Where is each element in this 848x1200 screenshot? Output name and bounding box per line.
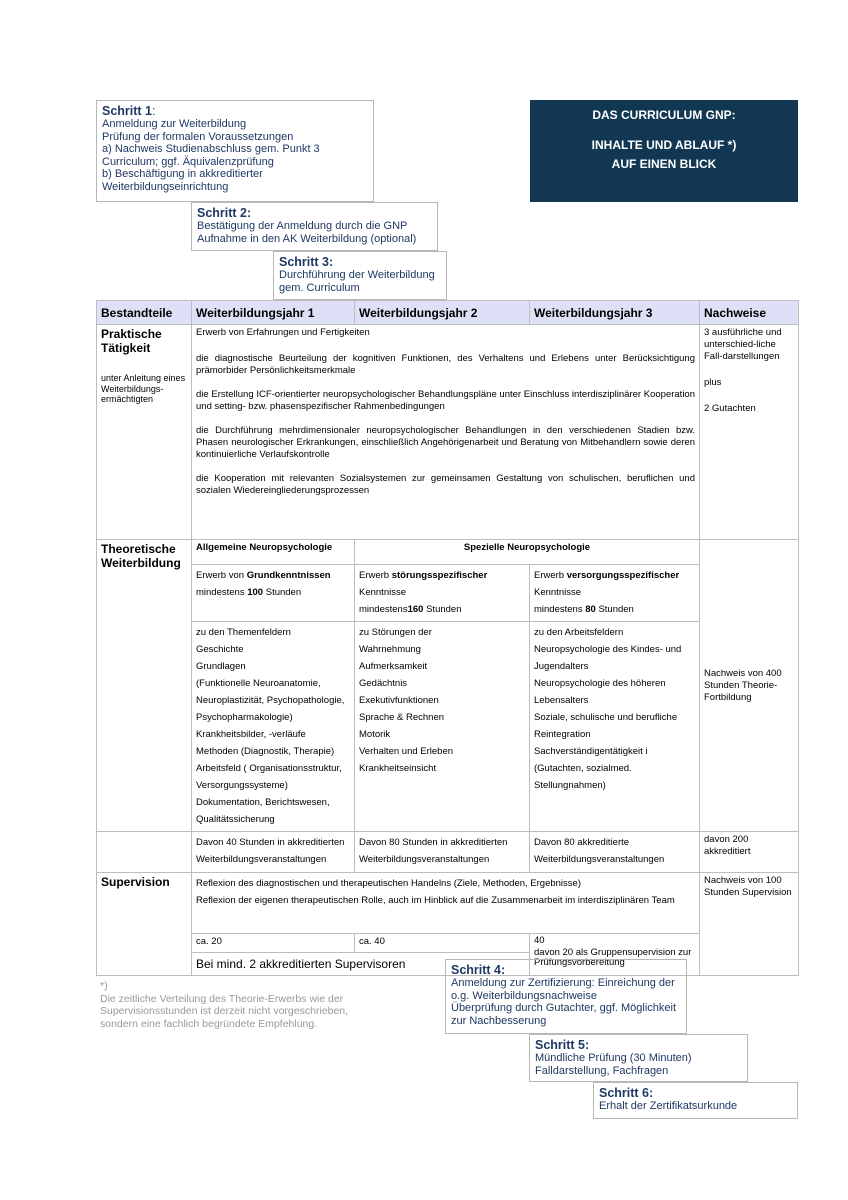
footnote-mark: *) xyxy=(100,980,108,992)
topic-item: Psychopharmakologie) xyxy=(196,712,293,723)
topic-item: Exekutivfunktionen xyxy=(359,695,439,706)
step-5-line: Falldarstellung, Fachfragen xyxy=(535,1064,669,1077)
step-1-line: Weiterbildungseinrichtung xyxy=(102,180,229,193)
mindestens-text: mindestens xyxy=(196,587,248,598)
step-2-line: Aufnahme in den AK Weiterbildung (optional) xyxy=(197,232,417,245)
supervision-40: 40 xyxy=(534,935,545,946)
topic-item: Gedächtnis xyxy=(359,678,408,689)
topic-item: Grundlagen xyxy=(196,661,246,672)
topic-item: Neuropsychologie des höheren xyxy=(534,678,666,689)
header-line-3: AUF EINEN BLICK xyxy=(611,157,717,171)
step-5-box xyxy=(529,1034,748,1082)
step-2-box xyxy=(191,202,438,251)
praktisch-para: Erwerb von Erfahrungen und Fertigkeiten xyxy=(196,327,370,338)
mindestens-160 xyxy=(359,601,525,618)
topic-item: Aufmerksamkeit xyxy=(359,661,428,672)
step-4-title: Schritt 4: xyxy=(451,963,506,977)
step-3-line: Durchführung der Weiterbildung xyxy=(279,269,435,281)
row-theorie-erwerb xyxy=(97,565,799,622)
supervision-ca-40: ca. 40 xyxy=(355,934,530,953)
step-5-title: Schritt 5: xyxy=(535,1038,590,1052)
supervisoren-text: Bei mind. 2 akkreditierten Supervisoren xyxy=(192,953,530,976)
topic-item: Neuropsychologie des Kindes- und xyxy=(534,644,682,655)
topic-item: Versorgungssysteme) xyxy=(196,780,288,791)
erwerb-prefix: Erwerb xyxy=(534,570,567,581)
header-jahr-1: Weiterbildungsjahr 1 xyxy=(192,301,355,325)
topic-item: Qualitätssicherung xyxy=(196,814,275,825)
erwerb-grundkenntnisse xyxy=(196,567,350,584)
topic-item: Sprache & Rechnen xyxy=(359,712,445,723)
topic-item: Krankheitseinsicht xyxy=(359,763,437,774)
step-6-line: Erhalt der Zertifikatsurkunde xyxy=(599,1100,738,1112)
header-nachweise: Nachweise xyxy=(700,301,799,325)
kenntnisse-text: Kenntnisse xyxy=(359,587,407,598)
curriculum-header xyxy=(530,100,798,202)
supervision-gruppe-note: davon 20 als Gruppensupervision zur Prüfungsvorbereitung xyxy=(534,947,692,968)
akk-line: Weiterbildungsveranstaltungen xyxy=(196,854,327,865)
step-1-heading: Schritt 1: xyxy=(102,104,156,118)
praktisch-para: die Erstellung ICF-orientierter neuropsychologischer Behandlungspläne unter Einschluss interdisziplinärer Kooperation und setting- bzw. phasenspezifischer Rahmenbedingungen xyxy=(196,389,695,412)
label-theoretische-weiterbildung: Theoretische Weiterbildung xyxy=(101,542,181,570)
akk-line: Davon 40 Stunden in akkreditierten xyxy=(196,837,345,848)
praktisch-para: die Kooperation mit relevanten Sozialsystemen zur gemeinsamen Gestaltung von schulischen, beruflichen und sozialen Wiedereingliederungsprozessen xyxy=(196,473,695,496)
header-line-1: DAS CURRICULUM GNP: xyxy=(592,108,736,122)
topic-item: (Funktionelle Neuroanatomie, xyxy=(196,678,321,689)
step-6-title: Schritt 6: xyxy=(599,1086,654,1100)
mindestens-text: mindestens xyxy=(359,604,408,615)
topic-item: Methoden (Diagnostik, Therapie) xyxy=(196,746,335,757)
step-3-box xyxy=(273,251,447,300)
header-bestandteile: Bestandteile xyxy=(97,301,192,325)
topic-item: Geschichte xyxy=(196,644,244,655)
topic-item: Stellungnahmen) xyxy=(534,780,606,791)
step-6-box xyxy=(593,1082,798,1119)
erwerb-prefix: Erwerb von xyxy=(196,570,247,581)
topic-item: Sachverständigentätigkeit i xyxy=(534,746,648,757)
erwerb-versorgungsspezifisch xyxy=(534,567,695,584)
mindestens-80 xyxy=(534,601,695,618)
topic-item: Verhalten und Erleben xyxy=(359,746,454,757)
topic-item: Jugendalters xyxy=(534,661,589,672)
nachweis-200-akkreditiert: davon 200 akkreditiert xyxy=(704,834,751,857)
sub-unter-anleitung: unter Anleitung eines Weiterbildungs-ermächtigten xyxy=(101,373,186,404)
topic-item: zu Störungen der xyxy=(359,627,432,638)
step-4-line: Anmeldung zur Zertifizierung: Einreichung der xyxy=(451,977,675,989)
topic-item: Soziale, schulische und berufliche xyxy=(534,712,678,723)
erwerb-bold: Grundkenntnissen xyxy=(246,570,331,581)
nachweis-100-stunden: Nachweis von 100 Stunden Supervision xyxy=(704,875,792,898)
hours-unit: Stunden xyxy=(595,604,634,615)
curriculum-table xyxy=(96,300,799,976)
step-1-line: a) Nachweis Studienabschluss gem. Punkt 3 xyxy=(102,143,320,155)
topic-item: Lebensalters xyxy=(534,695,589,706)
topic-item: Neuroplastizität, Psychopathologie, xyxy=(196,695,345,706)
topic-item: Motorik xyxy=(359,729,391,740)
header-jahr-2: Weiterbildungsjahr 2 xyxy=(355,301,530,325)
step-1-line: Prüfung der formalen Voraussetzungen xyxy=(102,130,294,143)
akk-line: Weiterbildungsveranstaltungen xyxy=(359,854,490,865)
supervision-reflexion-1: Reflexion des diagnostischen und therapeutischen Handelns (Ziele, Methoden, Ergebnisse) xyxy=(196,878,581,889)
footnote-text: Die zeitliche Verteilung des Theorie-Erwerbs wie der Supervisionsstunden ist derzeit nicht vorgeschrieben, sondern eine fachlich begründete Empfehlung. xyxy=(100,992,349,1030)
topic-item: Krankheitsbilder, -verläufe xyxy=(196,729,306,740)
table-header-row xyxy=(97,301,799,325)
step-3-line: gem. Curriculum xyxy=(279,281,360,294)
nachweis-gutachten: 2 Gutachten xyxy=(704,403,756,414)
row-praktische-taetigkeit xyxy=(97,325,799,540)
footnote xyxy=(100,980,360,1030)
step-4-line: Überprüfung durch Gutachter, ggf. Möglichkeit xyxy=(451,1002,677,1014)
step-1-line: b) Beschäftigung in akkreditierter xyxy=(102,168,263,180)
nachweis-400-stunden: Nachweis von 400 Stunden Theorie-Fortbildung xyxy=(704,667,782,703)
allgemeine-neuropsychologie: Allgemeine Neuropsychologie xyxy=(196,542,333,553)
topic-item: Arbeitsfeld ( Organisationsstruktur, xyxy=(196,763,342,774)
nachweis-plus: plus xyxy=(704,377,722,388)
topic-item: Dokumentation, Berichtswesen, xyxy=(196,797,330,808)
topic-item: zu den Themenfeldern xyxy=(196,627,291,638)
row-theorie-themen xyxy=(97,622,799,832)
mindestens-100 xyxy=(196,584,350,601)
row-supervision-hours xyxy=(97,934,799,953)
row-akkreditiert xyxy=(97,832,799,873)
label-praktische-taetigkeit: Praktische Tätigkeit xyxy=(101,327,162,355)
hours-value: 100 xyxy=(247,587,264,598)
topic-item: Reintegration xyxy=(534,729,591,740)
supervision-reflexion-2: Reflexion der eigenen therapeutischen Rolle, auch im Hinblick auf die Zusammenarbeit im interdisziplinären Team xyxy=(196,895,675,906)
hours-value: 160 xyxy=(407,604,424,615)
topic-item: zu den Arbeitsfeldern xyxy=(534,627,624,638)
praktisch-para: die Durchführung mehrdimensionaler neuropsychologischer Behandlungen in den verschiedenen Stadien bzw. Phasen neurologischer Erkrankungen, einschließlich Angehörigenarbeit und Beratung von Mitbehandlern sowie deren kontinuierliche Verlaufskontrolle xyxy=(196,425,695,460)
nachweis-falldarstellungen: 3 ausführliche und unterschied-liche Fall-darstellungen xyxy=(704,327,782,362)
step-1-line: Curriculum; ggf. Äquivalenzprüfung xyxy=(102,155,274,168)
praktisch-para: die diagnostische Beurteilung der kognitiven Funktionen, des Verhaltens und Erlebens unter Berücksichtigung prämorbider Persönlichkeitsmerkmale xyxy=(196,353,695,376)
akk-line: Weiterbildungsveranstaltungen xyxy=(534,854,665,865)
step-1-title: Schritt 1 xyxy=(102,104,153,118)
hours-unit: Stunden xyxy=(423,604,462,615)
header-jahr-3: Weiterbildungsjahr 3 xyxy=(530,301,700,325)
erwerb-bold: versorgungsspezifischer xyxy=(566,570,680,581)
hours-value: 80 xyxy=(585,604,596,615)
supervision-ca-20: ca. 20 xyxy=(192,934,355,953)
akk-line: Davon 80 Stunden in akkreditierten xyxy=(359,837,508,848)
row-supervision xyxy=(97,873,799,934)
step-4-box xyxy=(445,959,687,1034)
step-4-line: o.g. Weiterbildungsnachweise xyxy=(451,989,597,1002)
mindestens-text: mindestens xyxy=(534,604,586,615)
topic-item: (Gutachten, sozialmed. xyxy=(534,763,632,774)
topic-item: Wahrnehmung xyxy=(359,644,421,655)
step-2-title: Schritt 2: xyxy=(197,206,252,220)
row-theorie-header xyxy=(97,540,799,565)
erwerb-prefix: Erwerb xyxy=(359,570,392,581)
step-2-line: Bestätigung der Anmeldung durch die GNP xyxy=(197,220,408,232)
erwerb-bold: störungsspezifischer xyxy=(391,570,488,581)
step-3-title: Schritt 3: xyxy=(279,255,334,269)
header-line-2: INHALTE UND ABLAUF *) xyxy=(591,138,737,152)
step-1-box xyxy=(96,100,374,202)
step-1-line: Anmeldung zur Weiterbildung xyxy=(102,118,247,130)
step-5-line: Mündliche Prüfung (30 Minuten) xyxy=(535,1052,692,1064)
akk-line: Davon 80 akkreditierte xyxy=(534,837,630,848)
spezielle-neuropsychologie: Spezielle Neuropsychologie xyxy=(463,542,591,553)
erwerb-stoerungsspezifisch xyxy=(359,567,525,584)
kenntnisse-text: Kenntnisse xyxy=(534,587,582,598)
label-supervision: Supervision xyxy=(101,875,170,889)
hours-unit: Stunden xyxy=(263,587,302,598)
step-4-line: zur Nachbesserung xyxy=(451,1014,547,1027)
